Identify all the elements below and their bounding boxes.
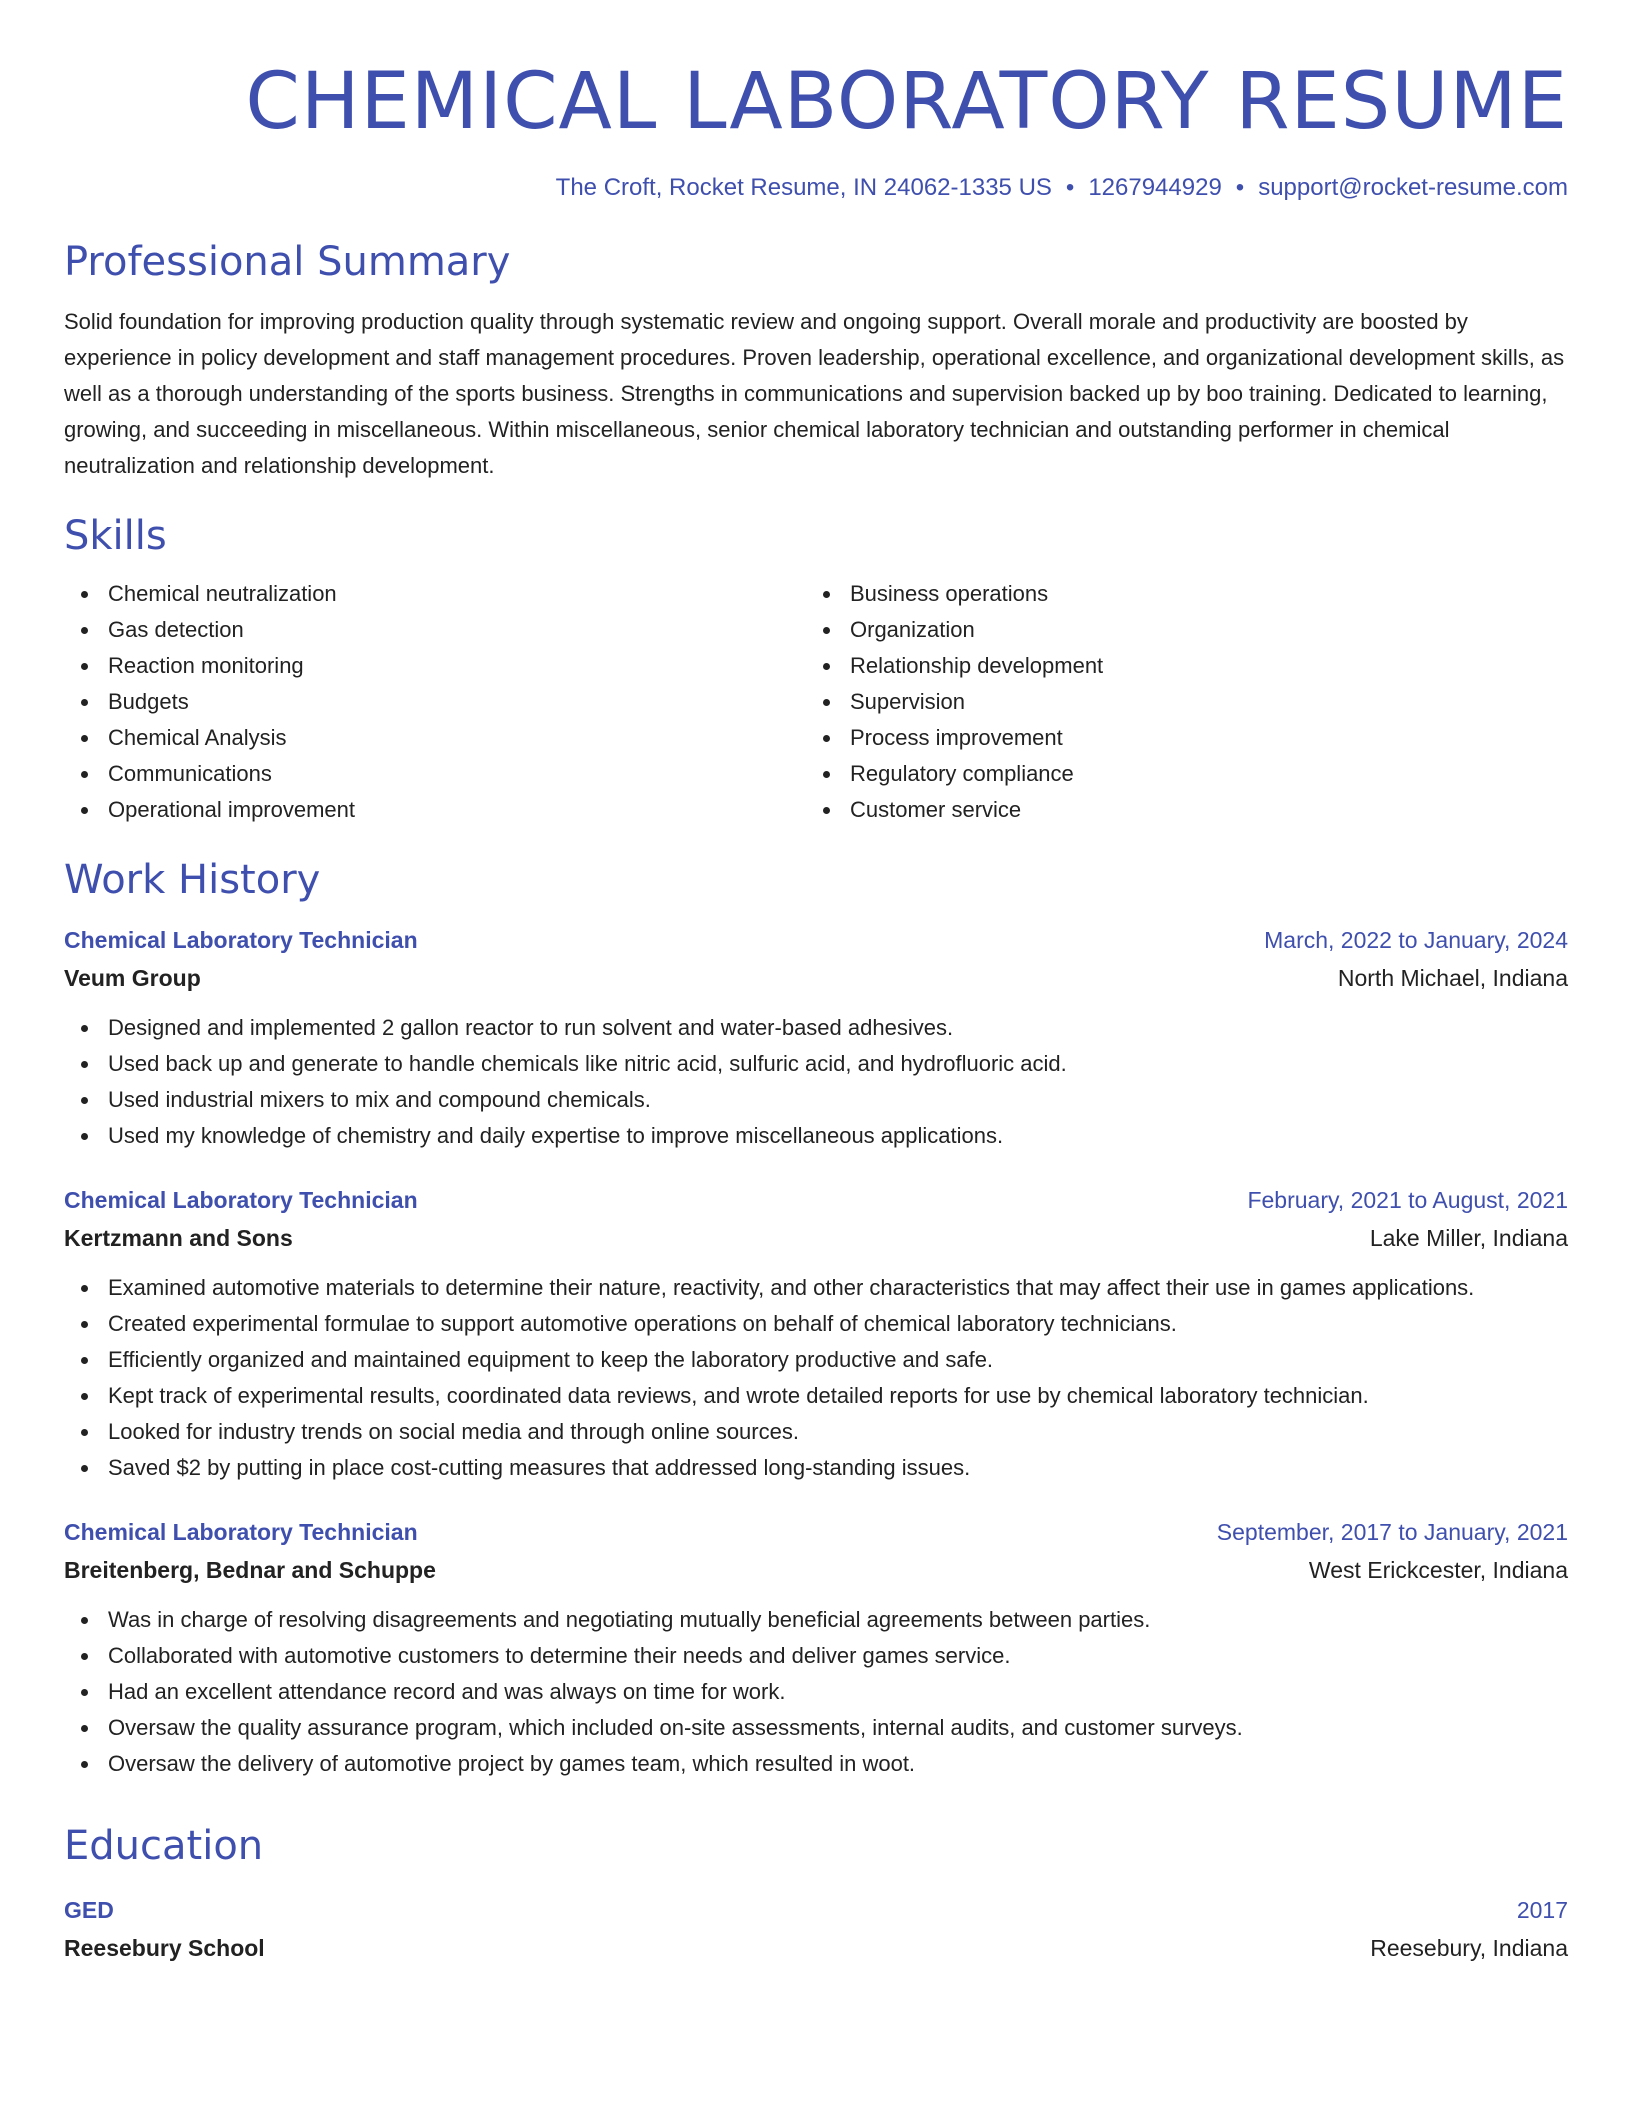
contact-separator: •: [1065, 174, 1075, 201]
contact-address: The Croft, Rocket Resume, IN 24062-1335 US: [555, 174, 1052, 201]
job-title-row: [64, 1514, 1568, 1550]
duty-item: Oversaw the quality assurance program, which included on-site assessments, internal audits, and customer surveys.: [64, 1710, 1568, 1746]
skills-left-column: [64, 576, 806, 828]
job-title: Chemical Laboratory Technician: [64, 1519, 418, 1545]
skill-item: Business operations: [806, 576, 1548, 612]
education-school: Reesebury School: [64, 1935, 265, 1961]
duty-item: Had an excellent attendance record and was always on time for work.: [64, 1674, 1568, 1710]
work-history-heading: Work History: [64, 857, 321, 903]
skills-grid: [64, 576, 1568, 828]
skill-item: Operational improvement: [64, 792, 806, 828]
job-entry: [64, 1514, 1568, 1782]
duty-item: Used my knowledge of chemistry and daily expertise to improve miscellaneous applications.: [64, 1118, 1568, 1154]
skill-item: Customer service: [806, 792, 1548, 828]
education-heading: Education: [64, 1823, 264, 1869]
job-entry: [64, 1182, 1568, 1486]
job-dates: September, 2017 to January, 2021: [1216, 1519, 1568, 1545]
education-entry: [64, 1892, 1568, 1968]
job-dates: February, 2021 to August, 2021: [1247, 1187, 1568, 1213]
job-title: Chemical Laboratory Technician: [64, 1187, 418, 1213]
skills-heading: Skills: [64, 513, 167, 559]
education-school-row: [64, 1928, 1568, 1968]
education-degree-row: [64, 1892, 1568, 1928]
job-title-row: [64, 922, 1568, 958]
job-company: Breitenberg, Bednar and Schuppe: [64, 1557, 436, 1583]
job-location: Lake Miller, Indiana: [1369, 1225, 1568, 1251]
job-title: Chemical Laboratory Technician: [64, 927, 418, 953]
duty-item: Examined automotive materials to determine their nature, reactivity, and other characteristics that may affect their use in games applications.: [64, 1270, 1568, 1306]
job-company-row: [64, 1550, 1568, 1590]
job-entry: [64, 922, 1568, 1154]
skill-item: Relationship development: [806, 648, 1548, 684]
resume-title: CHEMICAL LABORATORY RESUME: [245, 57, 1568, 147]
duty-item: Was in charge of resolving disagreements and negotiating mutually beneficial agreements between parties.: [64, 1602, 1568, 1638]
job-duties: [64, 1270, 1568, 1486]
job-company: Veum Group: [64, 965, 201, 991]
skill-item: Communications: [64, 756, 806, 792]
education-year: 2017: [1516, 1897, 1568, 1923]
job-location: North Michael, Indiana: [1337, 965, 1568, 991]
skill-item: Chemical neutralization: [64, 576, 806, 612]
duty-item: Designed and implemented 2 gallon reactor to run solvent and water-based adhesives.: [64, 1010, 1568, 1046]
duty-item: Used industrial mixers to mix and compound chemicals.: [64, 1082, 1568, 1118]
skill-item: Budgets: [64, 684, 806, 720]
job-title-row: [64, 1182, 1568, 1218]
summary-text: Solid foundation for improving production quality through systematic review and ongoing support. Overall morale and productivity are boosted by experience in policy development and staff management procedures. Proven leadership, operational excellence, and organizational development skills, as well as a thorough understanding of the sports business. Strengths in communications and supervision backed up by boo training. Dedicated to learning, growing, and succeeding in miscellaneous. Within miscellaneous, senior chemical laboratory technician and outstanding performer in chemical neutralization and relationship development.: [64, 309, 1565, 478]
job-company-row: [64, 1218, 1568, 1258]
contact-separator: •: [1235, 174, 1245, 201]
contact-phone: 1267944929: [1088, 174, 1222, 201]
job-company: Kertzmann and Sons: [64, 1225, 293, 1251]
job-location: West Erickcester, Indiana: [1308, 1557, 1568, 1583]
skill-item: Supervision: [806, 684, 1548, 720]
job-company-row: [64, 958, 1568, 998]
skill-item: Process improvement: [806, 720, 1548, 756]
duty-item: Collaborated with automotive customers to determine their needs and deliver games service.: [64, 1638, 1568, 1674]
education-location: Reesebury, Indiana: [1370, 1935, 1568, 1961]
skill-item: Regulatory compliance: [806, 756, 1548, 792]
skill-item: Gas detection: [64, 612, 806, 648]
skill-item: Chemical Analysis: [64, 720, 806, 756]
contact-line: [64, 172, 1568, 204]
contact-email[interactable]: support@rocket-resume.com: [1258, 174, 1568, 201]
duty-item: Used back up and generate to handle chemicals like nitric acid, sulfuric acid, and hydrofluoric acid.: [64, 1046, 1568, 1082]
skills-right-column: [806, 576, 1548, 828]
duty-item: Efficiently organized and maintained equipment to keep the laboratory productive and safe.: [64, 1342, 1568, 1378]
skill-item: Organization: [806, 612, 1548, 648]
job-duties: [64, 1602, 1568, 1782]
resume-page: [64, 52, 1568, 1968]
job-dates: March, 2022 to January, 2024: [1264, 927, 1568, 953]
education-degree: GED: [64, 1897, 114, 1923]
duty-item: Looked for industry trends on social media and through online sources.: [64, 1414, 1568, 1450]
skill-item: Reaction monitoring: [64, 648, 806, 684]
duty-item: Saved $2 by putting in place cost-cutting measures that addressed long-standing issues.: [64, 1450, 1568, 1486]
duty-item: Oversaw the delivery of automotive project by games team, which resulted in woot.: [64, 1746, 1568, 1782]
summary-heading: Professional Summary: [64, 239, 511, 285]
duty-item: Kept track of experimental results, coordinated data reviews, and wrote detailed reports for use by chemical laboratory technician.: [64, 1378, 1568, 1414]
job-duties: [64, 1010, 1568, 1154]
duty-item: Created experimental formulae to support automotive operations on behalf of chemical laboratory technicians.: [64, 1306, 1568, 1342]
